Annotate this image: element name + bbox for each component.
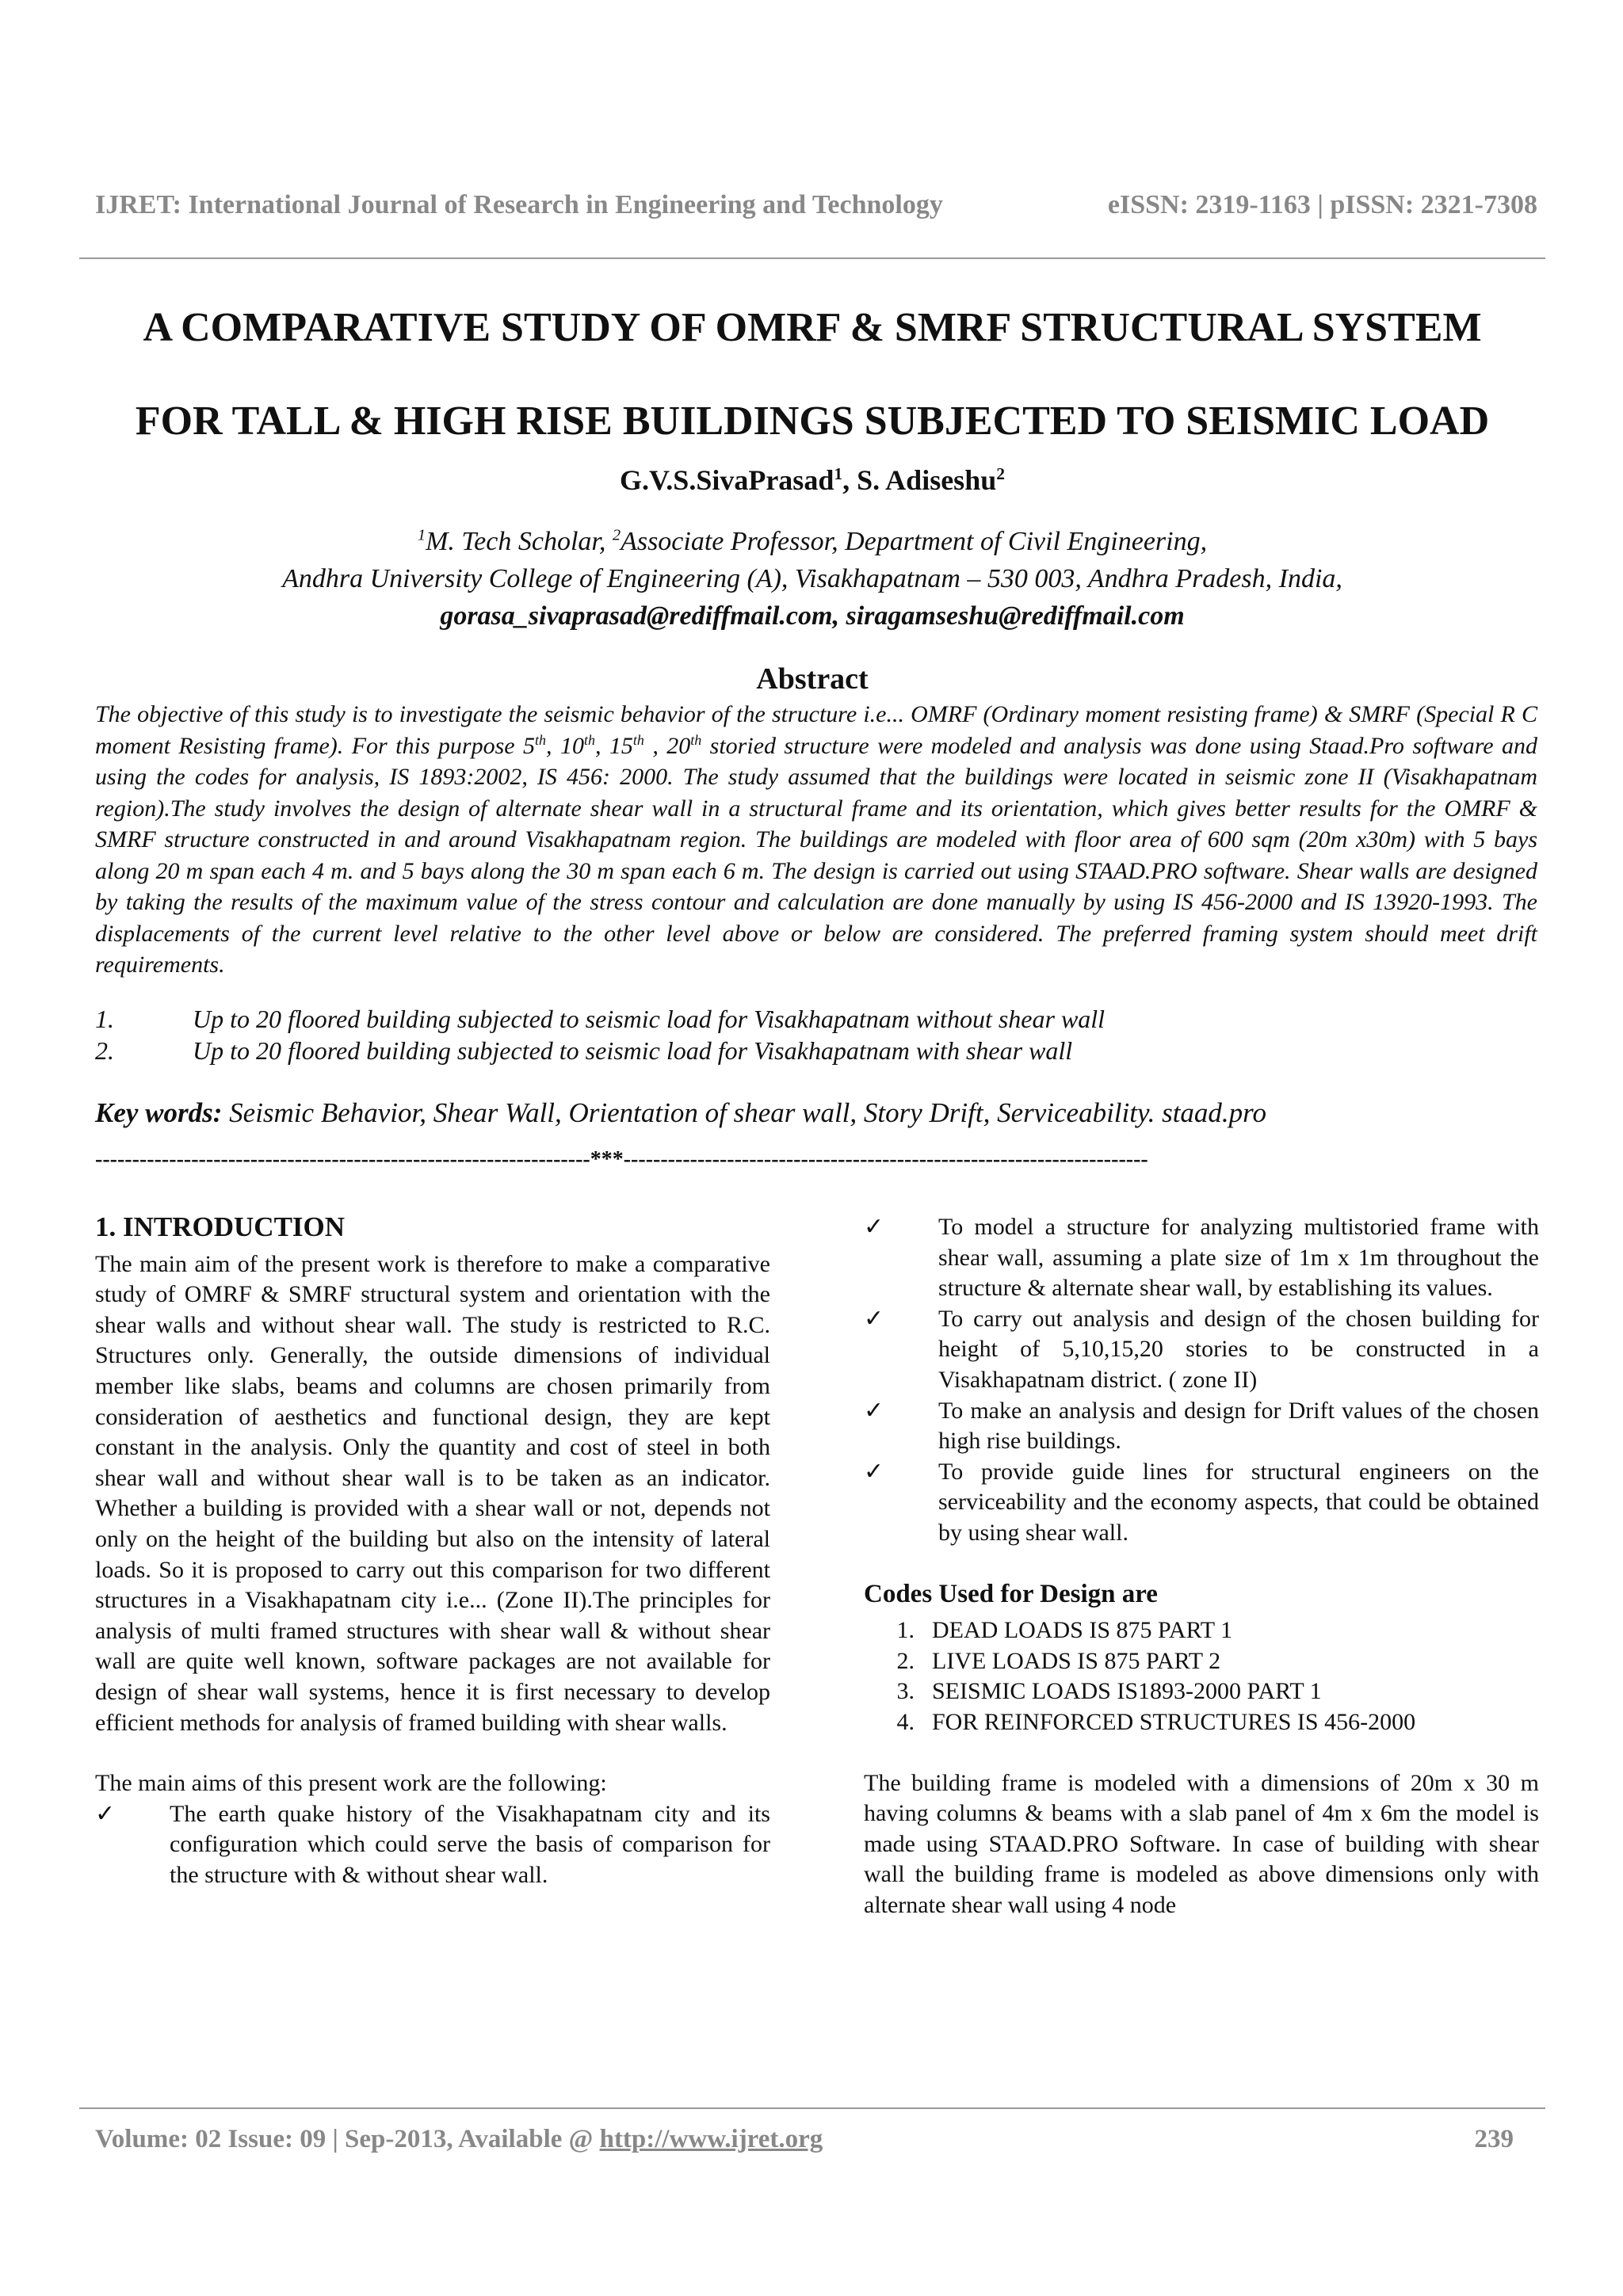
abstract-text-part: , 20 bbox=[643, 732, 691, 759]
right-column bbox=[864, 1212, 1539, 1920]
codes-list bbox=[864, 1615, 1539, 1737]
aim-text: To carry out analysis and design of the chosen building for height of 5,10,15,20 stories to be constructed in a Visakhapatnam district. ( zone II) bbox=[938, 1305, 1539, 1393]
list-number: 1. bbox=[896, 1617, 915, 1644]
abstract-text-part: The objective of this study is to investigate the seismic behavior of the structure i.e... OMRF (Ordinary moment resisting frame) & SMRF (Special R C moment Resisting frame). For this purpose 5 bbox=[95, 701, 1537, 759]
list-item bbox=[864, 1457, 1539, 1549]
authors bbox=[79, 463, 1545, 497]
list-number: 2. bbox=[896, 1647, 915, 1674]
list-item bbox=[95, 1003, 1537, 1035]
ordinal-sup: th bbox=[583, 731, 595, 748]
running-header bbox=[95, 190, 1537, 220]
ordinal-sup: th bbox=[690, 731, 702, 748]
issn: eISSN: 2319-1163 | pISSN: 2321-7308 bbox=[1107, 190, 1537, 219]
affil-role-1: M. Tech Scholar, bbox=[426, 527, 613, 556]
author-1: G.V.S.SivaPrasad bbox=[619, 464, 834, 496]
aim-text: To make an analysis and design for Drift values of the chosen high rise buildings. bbox=[938, 1397, 1539, 1455]
list-text: SEISMIC LOADS IS1893-2000 PART 1 bbox=[932, 1678, 1322, 1705]
intro-paragraph: The main aim of the present work is therefore to make a comparative study of OMRF & SMRF structural system and orientation with the shear walls and without shear wall. The study is restricted to R.C. Structures only. Generally, the outside dimensions of individual member like slabs, beams and columns are chosen primarily from consideration of aesthetics and functional design, they are kept constant in the analysis. Only the quantity and cost of steel in both shear wall and without shear wall is to be taken as an indicator. Whether a building is provided with a shear wall or not, depends not only on the height of the building but also on the intensity of lateral loads. So it is proposed to carry out this comparison for two different structures in a Visakhapatnam city i.e... (Zone II).The principles for analysis of multi framed structures with shear wall & without shear wall are quite well known, software packages are not available for design of shear wall systems, hence it is first necessary to develop efficient methods for analysis of framed building with shear walls. bbox=[95, 1250, 770, 1736]
checkmark-icon: ✓ bbox=[864, 1458, 884, 1485]
abstract-text-part: , 15 bbox=[594, 732, 633, 759]
checkmark-icon: ✓ bbox=[95, 1800, 116, 1827]
paper-title bbox=[79, 281, 1545, 468]
checkmark-icon: ✓ bbox=[864, 1305, 884, 1332]
affiliation bbox=[79, 523, 1545, 635]
list-item bbox=[864, 1707, 1539, 1738]
author-emails: gorasa_sivaprasad@rediffmail.com, siragamseshu@rediffmail.com bbox=[440, 601, 1185, 631]
list-item bbox=[95, 1035, 1537, 1066]
abstract-text-part: storied structure were modeled and analysis was done using Staad.Pro software and using the codes for analysis, IS 1893:2002, IS 456: 2000. The study assumed that the buildings were located in seismic zone II (Visakhapatnam region).The study involves the design of alternate shear wall in a structural frame and its orientation, which gives better results for the OMRF & SMRF structure constructed in and around Visakhapatnam region. The buildings are modeled with floor area of 600 sqm (20m x30m) with 5 bays along 20 m span each 4 m. and 5 bays along the 30 m span each 6 m. The design is carried out using STAAD.PRO software. Shear walls are designed by taking the results of the maximum value of the stress contour and calculation are done manually by using IS 456-2000 and IS 13920-1993. The displacements of the current level relative to the other level above or below are considered. The preferred framing system should meet drift requirements. bbox=[95, 732, 1537, 978]
footer-volume bbox=[95, 2125, 823, 2154]
list-text: FOR REINFORCED STRUCTURES IS 456-2000 bbox=[932, 1708, 1416, 1735]
codes-heading: Codes Used for Design are bbox=[864, 1579, 1158, 1608]
list-item bbox=[864, 1396, 1539, 1457]
list-number: 1. bbox=[95, 1005, 114, 1033]
footer-volume-text: Volume: 02 Issue: 09 | Sep-2013, Available @ bbox=[95, 2125, 600, 2153]
list-item bbox=[864, 1615, 1539, 1646]
list-number: 4. bbox=[896, 1708, 915, 1735]
abstract-heading: Abstract bbox=[756, 662, 869, 696]
list-item bbox=[864, 1212, 1539, 1304]
list-item bbox=[864, 1646, 1539, 1677]
journal-link[interactable]: http://www.ijret.org bbox=[599, 2125, 823, 2153]
header-divider bbox=[79, 257, 1545, 259]
list-text: DEAD LOADS IS 875 PART 1 bbox=[932, 1617, 1233, 1644]
list-item bbox=[864, 1304, 1539, 1396]
page-footer bbox=[95, 2125, 1514, 2154]
ordinal-sup: th bbox=[535, 731, 547, 748]
list-number: 2. bbox=[95, 1036, 114, 1065]
checkmark-icon: ✓ bbox=[864, 1397, 884, 1424]
list-item bbox=[864, 1676, 1539, 1707]
title-line-2: FOR TALL & HIGH RISE BUILDINGS SUBJECTED TO SEISMIC LOAD bbox=[135, 399, 1490, 444]
author-1-sup: 1 bbox=[834, 464, 843, 483]
codes-paragraph: The building frame is modeled with a dimensions of 20m x 30 m having columns & beams with a slab panel of 4m x 6m the model is made using STAAD.PRO Software. In case of building with shear wall the building frame is modeled as above dimensions only with alternate shear wall using 4 node bbox=[864, 1769, 1539, 1918]
left-column bbox=[95, 1212, 770, 1890]
checkmark-icon: ✓ bbox=[864, 1214, 884, 1240]
keywords bbox=[95, 1097, 1537, 1129]
aim-text: To model a structure for analyzing multistoried frame with shear wall, assuming a plate size of 1m x 1m throughout the structure & alternate shear wall, by establishing its values. bbox=[938, 1214, 1539, 1302]
author-2: S. Adiseshu bbox=[857, 464, 997, 496]
section-separator: -------------------------------------------------------------------***----------------------------------------------------------------------- bbox=[95, 1147, 1148, 1172]
page-number: 239 bbox=[1474, 2125, 1514, 2153]
aim-text: The earth quake history of the Visakhapatnam city and its configuration which could serve the basis of comparison for the structure with & without shear wall. bbox=[170, 1800, 770, 1888]
keywords-text: Seismic Behavior, Shear Wall, Orientation of shear wall, Story Drift, Serviceability. staad.pro bbox=[222, 1097, 1266, 1128]
aim-text: To provide guide lines for structural engineers on the serviceability and the economy aspects, that could be obtained by using shear wall. bbox=[938, 1458, 1539, 1546]
affiliation-line-2: Andhra University College of Engineering (A), Visakhapatnam – 530 003, Andhra Pradesh, India, bbox=[282, 564, 1342, 593]
ordinal-sup: th bbox=[632, 731, 644, 748]
list-text: Up to 20 floored building subjected to seismic load for Visakhapatnam without shear wall bbox=[193, 1005, 1106, 1033]
abstract-body bbox=[95, 699, 1537, 981]
affiliation-line-1 bbox=[79, 523, 1545, 560]
affil-sup-2: 2 bbox=[612, 526, 621, 544]
title-line-1: A COMPARATIVE STUDY OF OMRF & SMRF STRUCTURAL SYSTEM bbox=[143, 305, 1482, 350]
keywords-label: Key words: bbox=[95, 1097, 223, 1128]
list-item bbox=[95, 1799, 770, 1891]
objectives-list bbox=[95, 1003, 1537, 1066]
list-text: Up to 20 floored building subjected to seismic load for Visakhapatnam with shear wall bbox=[193, 1036, 1073, 1065]
author-separator: , bbox=[842, 464, 857, 496]
aims-intro: The main aims of this present work are the following: bbox=[95, 1770, 607, 1797]
list-text: LIVE LOADS IS 875 PART 2 bbox=[932, 1647, 1221, 1674]
list-number: 3. bbox=[896, 1678, 915, 1705]
footer-divider bbox=[79, 2107, 1545, 2109]
affil-role-2: Associate Professor, Department of Civil Engineering, bbox=[621, 527, 1208, 556]
abstract-text-part: , 10 bbox=[546, 732, 584, 759]
journal-name: IJRET: International Journal of Research in Engineering and Technology bbox=[95, 190, 943, 219]
affil-sup-1: 1 bbox=[417, 526, 426, 544]
author-2-sup: 2 bbox=[996, 464, 1006, 483]
intro-heading: 1. INTRODUCTION bbox=[95, 1211, 346, 1242]
